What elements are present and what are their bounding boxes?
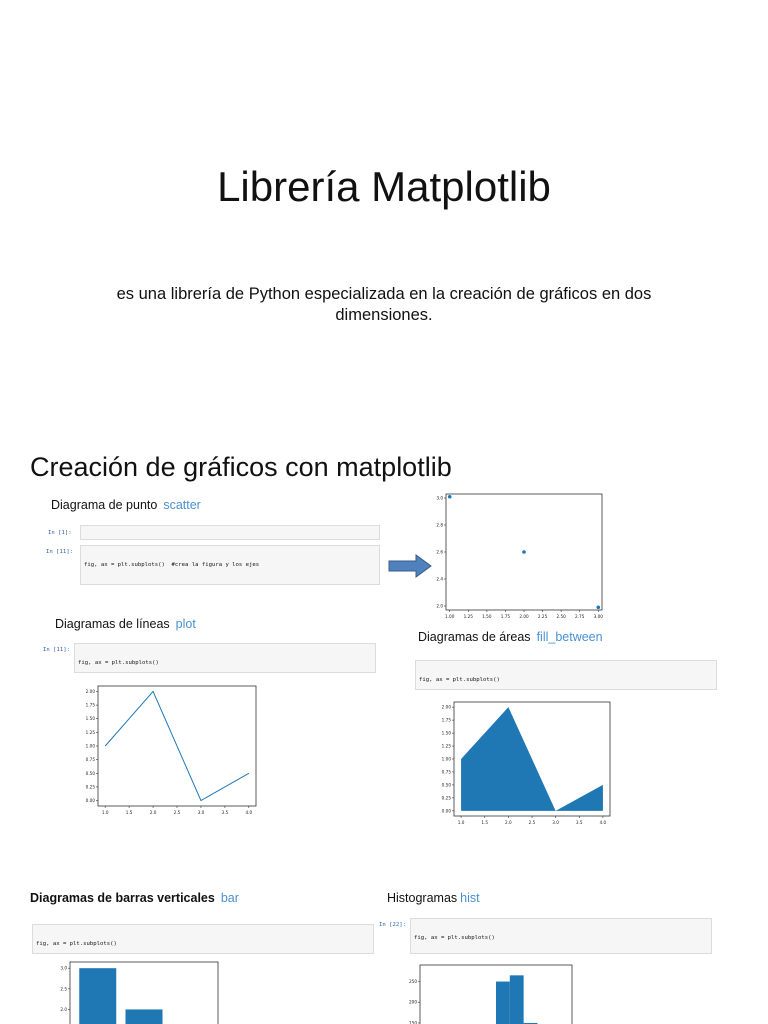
x-tick-label: 3.00 xyxy=(593,614,603,619)
slide-subtitle: es una librería de Python especializada en la creación de gráficos en dos dimensiones. xyxy=(116,285,652,324)
y-tick-label: 2.00 xyxy=(85,688,95,694)
y-tick-label: 0.50 xyxy=(441,782,451,788)
y-tick-label: 0.00 xyxy=(441,808,451,814)
code-line xyxy=(84,584,376,585)
x-tick-label: 2.0 xyxy=(149,810,157,815)
bar-chart xyxy=(56,958,222,1024)
y-tick-label: 1.75 xyxy=(441,717,451,723)
code-prompt: In [22]: xyxy=(379,922,406,928)
hist-keyword: hist xyxy=(460,891,480,905)
y-tick-label: 0.50 xyxy=(85,770,95,776)
hist-label xyxy=(387,891,480,905)
bar-label-text: Diagramas de barras verticales xyxy=(30,891,215,905)
x-tick-label: 2.0 xyxy=(505,820,512,825)
x-tick-label: 1.25 xyxy=(463,614,473,619)
x-tick-label: 2.25 xyxy=(537,614,548,619)
y-tick-label: 250 xyxy=(409,979,417,985)
scatter-keyword: scatter xyxy=(163,498,201,512)
histogram-bar xyxy=(510,975,524,1024)
x-tick-label: 2.5 xyxy=(528,820,536,825)
histogram-chart xyxy=(400,960,576,1024)
x-tick-label: 1.5 xyxy=(481,820,489,825)
y-tick-label: 2.8 xyxy=(436,522,443,528)
plot-label xyxy=(55,617,196,631)
fill-keyword: fill_between xyxy=(536,630,603,644)
bar-label xyxy=(30,891,239,905)
y-tick-label: 3.0 xyxy=(60,965,67,971)
scatter-label-text: Diagrama de punto xyxy=(51,498,158,512)
bar-keyword: bar xyxy=(220,891,239,905)
slide-title: Librería Matplotlib xyxy=(217,163,551,210)
y-tick-label: 1.50 xyxy=(85,716,95,722)
code-cell-fill xyxy=(415,660,717,690)
x-tick-label: 3.0 xyxy=(197,810,205,815)
code-line: fig, ax = plt.subplots() #crea la figura y los ejes xyxy=(84,562,260,569)
x-tick-label: 2.00 xyxy=(519,614,529,619)
histogram-bar xyxy=(496,982,510,1024)
code-cell-import xyxy=(80,525,380,540)
y-tick-label: 1.00 xyxy=(441,756,451,762)
x-tick-label: 3.5 xyxy=(575,820,583,825)
x-tick-label: 2.50 xyxy=(556,614,566,619)
y-tick-label: 0.75 xyxy=(85,757,95,763)
code-line: fig, ax = plt.subplots() xyxy=(419,677,500,684)
code-line: fig, ax = plt.subplots() xyxy=(78,660,159,667)
y-tick-label: 1.50 xyxy=(441,730,451,736)
scatter-point xyxy=(522,550,526,554)
y-tick-label: 200 xyxy=(409,999,417,1005)
line-chart xyxy=(78,684,260,820)
hist-label-text: Histogramas xyxy=(387,891,458,905)
bar xyxy=(126,1009,163,1024)
y-tick-label: 0.25 xyxy=(85,784,95,790)
code-line: fig, ax = plt.subplots() xyxy=(36,941,117,948)
y-tick-label: 2.5 xyxy=(60,986,67,992)
plot-keyword: plot xyxy=(175,617,196,631)
code-prompt: In [1]: xyxy=(48,530,72,536)
y-tick-label: 2.0 xyxy=(436,603,443,609)
code-prompt: In [11]: xyxy=(43,647,70,653)
x-tick-label: 4.0 xyxy=(599,820,607,825)
code-cell-scatter xyxy=(80,545,380,585)
code-cell-hist xyxy=(410,918,712,954)
fill-label-text: Diagramas de áreas xyxy=(418,630,531,644)
y-tick-label: 3.0 xyxy=(436,495,443,501)
x-tick-label: 1.5 xyxy=(125,810,133,815)
x-tick-label: 3.0 xyxy=(552,820,559,825)
code-line: fig, ax = plt.subplots() xyxy=(414,935,495,942)
bar xyxy=(79,968,116,1024)
plot-label-text: Diagramas de líneas xyxy=(55,617,170,631)
x-tick-label: 3.5 xyxy=(221,810,229,815)
y-tick-label: 150 xyxy=(409,1020,417,1024)
code-prompt: In [11]: xyxy=(46,549,73,555)
x-tick-label: 2.5 xyxy=(173,810,181,815)
code-cell-bar xyxy=(32,924,374,954)
scatter-label xyxy=(51,498,201,512)
scatter-point xyxy=(448,495,452,499)
section-title: Creación de gráficos con matplotlib xyxy=(30,452,452,482)
scatter-point xyxy=(596,605,600,609)
x-tick-label: 1.0 xyxy=(457,820,465,825)
area-chart xyxy=(420,700,614,830)
y-tick-label: 2.6 xyxy=(436,549,443,555)
y-tick-label: 0.00 xyxy=(85,798,95,804)
y-tick-label: 1.75 xyxy=(85,702,95,708)
y-tick-label: 1.25 xyxy=(441,743,451,749)
x-tick-label: 1.75 xyxy=(500,614,511,619)
x-tick-label: 1.0 xyxy=(101,810,109,815)
scatter-chart xyxy=(426,492,606,624)
y-tick-label: 2.00 xyxy=(441,704,451,710)
y-tick-label: 1.00 xyxy=(85,743,95,749)
x-tick-label: 4.0 xyxy=(245,810,253,815)
code-cell-plot xyxy=(74,643,376,673)
y-tick-label: 2.4 xyxy=(436,576,443,582)
y-tick-label: 0.25 xyxy=(441,795,451,801)
y-tick-label: 2.0 xyxy=(60,1006,67,1012)
x-tick-label: 1.50 xyxy=(482,614,492,619)
x-tick-label: 1.00 xyxy=(445,614,455,619)
x-tick-label: 2.75 xyxy=(575,614,585,619)
y-tick-label: 1.25 xyxy=(85,729,95,735)
y-tick-label: 0.75 xyxy=(441,769,451,775)
fill-label xyxy=(418,630,603,644)
